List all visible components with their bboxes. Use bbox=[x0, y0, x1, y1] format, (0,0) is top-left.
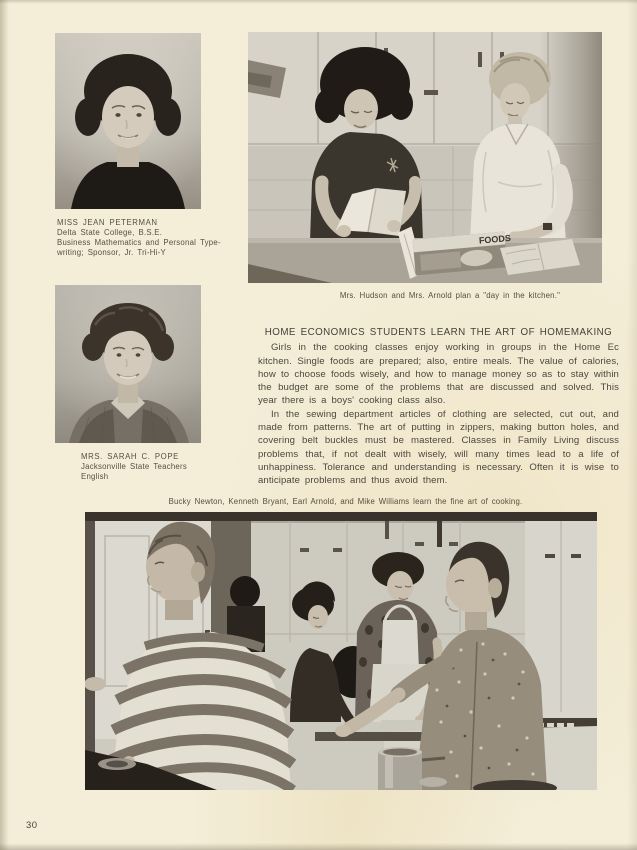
portrait-photo-sarah-pope bbox=[55, 285, 201, 443]
faculty-detail-line: writing; Sponsor, Jr. Tri-Hi-Y bbox=[57, 248, 166, 257]
page-number: 30 bbox=[26, 820, 38, 831]
article-paragraph: Girls in the cooking classes enjoy working in groups in the Home Ec kitchen. Single foods are prepared; also, entire meals. The value of calories, how to choose foods wisely, and how to manage money so as to stay within the budget are some of the problems that are discussed and solved. This year there is a boys' cooking class also. bbox=[258, 342, 619, 407]
foods-book-title: FOODS bbox=[478, 232, 512, 246]
article-home-economics bbox=[258, 326, 619, 488]
faculty-name: MISS JEAN PETERMAN bbox=[57, 218, 158, 227]
faculty-detail-line: Delta State College, B.S.E. bbox=[57, 228, 163, 237]
photo-caption-boys-cooking: Bucky Newton, Kenneth Bryant, Earl Arnold, and Mike Williams learn the fine art of cooking. bbox=[168, 497, 523, 506]
faculty-detail-line: Business Mathematics and Personal Type- bbox=[57, 238, 221, 247]
photo-caption-kitchen-planning: Mrs. Hudson and Mrs. Arnold plan a "day in the kitchen." bbox=[339, 291, 561, 300]
faculty-caption-sarah-pope bbox=[81, 452, 241, 482]
faculty-detail-line: English bbox=[81, 472, 109, 481]
article-paragraph: In the sewing department articles of clothing are selected, cut out, and made from patterns. The art of putting in zippers, making button holes, and covering belt buckles must be mastered. Classes in Family Living discuss problems that, if not dealt with wisely, will many times lead to a life of unhappiness. Tolerance and understanding is necessary. Often it is wise to anticipate problems and thus avoid them. bbox=[258, 408, 619, 487]
faculty-caption-jean-peterman bbox=[57, 218, 237, 258]
portrait-photo-jean-peterman bbox=[55, 33, 201, 209]
portrait-illustration bbox=[55, 285, 201, 443]
kitchen-planning-illustration bbox=[248, 32, 602, 283]
photo-boys-cooking bbox=[85, 512, 597, 790]
article-title: HOME ECONOMICS STUDENTS LEARN THE ART OF HOMEMAKING bbox=[264, 327, 613, 338]
faculty-detail-line: Jacksonville State Teachers bbox=[81, 462, 188, 471]
boys-cooking-illustration bbox=[85, 512, 597, 790]
photo-kitchen-planning bbox=[248, 32, 602, 283]
portrait-illustration bbox=[55, 33, 201, 209]
faculty-name: MRS. SARAH C. POPE bbox=[81, 452, 179, 461]
